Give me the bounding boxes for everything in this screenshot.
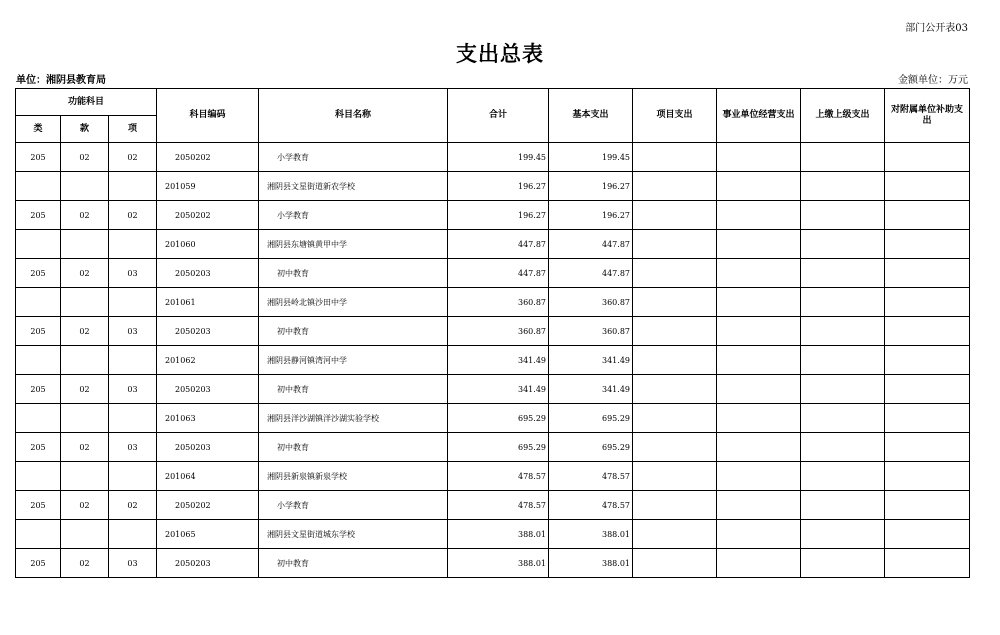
cell-lei: 205 — [16, 433, 61, 462]
cell-kuan — [61, 230, 109, 259]
header-lei: 类 — [16, 116, 61, 143]
cell-subject-code: 201064 — [157, 462, 259, 491]
cell-upper — [801, 201, 885, 230]
cell-subject-name: 初中教育 — [259, 549, 448, 578]
cell-xiang: 02 — [109, 491, 157, 520]
cell-xiang — [109, 520, 157, 549]
cell-subject-name: 初中教育 — [259, 317, 448, 346]
cell-subject-code: 201061 — [157, 288, 259, 317]
cell-business — [717, 433, 801, 462]
cell-subject-name: 小学教育 — [259, 491, 448, 520]
cell-subsidy — [885, 520, 970, 549]
cell-project — [633, 143, 717, 172]
cell-basic: 447.87 — [549, 230, 633, 259]
cell-subject-code: 2050203 — [157, 317, 259, 346]
cell-basic: 388.01 — [549, 520, 633, 549]
cell-total: 695.29 — [448, 433, 549, 462]
cell-subsidy — [885, 433, 970, 462]
cell-subsidy — [885, 462, 970, 491]
cell-xiang — [109, 404, 157, 433]
cell-lei — [16, 172, 61, 201]
table-row — [16, 143, 970, 172]
header-business: 事业单位经营支出 — [717, 89, 801, 143]
cell-upper — [801, 172, 885, 201]
unit-label: 单位：湘阴县教育局 — [16, 75, 106, 86]
header-xiang: 项 — [109, 116, 157, 143]
cell-basic: 360.87 — [549, 317, 633, 346]
cell-upper — [801, 230, 885, 259]
cell-upper — [801, 288, 885, 317]
cell-basic: 695.29 — [549, 433, 633, 462]
cell-subject-code: 201059 — [157, 172, 259, 201]
cell-subsidy — [885, 172, 970, 201]
table-row — [16, 172, 970, 201]
cell-subject-code: 2050203 — [157, 259, 259, 288]
cell-xiang: 03 — [109, 433, 157, 462]
cell-subsidy — [885, 288, 970, 317]
cell-business — [717, 259, 801, 288]
cell-project — [633, 462, 717, 491]
cell-business — [717, 317, 801, 346]
cell-total: 447.87 — [448, 230, 549, 259]
cell-kuan — [61, 172, 109, 201]
cell-lei — [16, 346, 61, 375]
cell-kuan — [61, 346, 109, 375]
cell-subsidy — [885, 201, 970, 230]
cell-xiang: 03 — [109, 317, 157, 346]
cell-kuan — [61, 288, 109, 317]
cell-business — [717, 462, 801, 491]
cell-subject-code: 2050203 — [157, 549, 259, 578]
table-row — [16, 404, 970, 433]
header-func-subject: 功能科目 — [16, 89, 157, 116]
cell-lei: 205 — [16, 375, 61, 404]
cell-subject-name: 初中教育 — [259, 375, 448, 404]
cell-business — [717, 404, 801, 433]
cell-business — [717, 172, 801, 201]
cell-kuan: 02 — [61, 259, 109, 288]
cell-total: 199.45 — [448, 143, 549, 172]
cell-project — [633, 259, 717, 288]
cell-total: 196.27 — [448, 172, 549, 201]
table-row — [16, 288, 970, 317]
header-subject-code: 科目编码 — [157, 89, 259, 143]
cell-subject-name: 湘阴县文星街道城东学校 — [259, 520, 448, 549]
cell-subsidy — [885, 317, 970, 346]
cell-subject-name: 小学教育 — [259, 143, 448, 172]
cell-total: 360.87 — [448, 288, 549, 317]
cell-upper — [801, 520, 885, 549]
cell-kuan — [61, 520, 109, 549]
cell-basic: 341.49 — [549, 346, 633, 375]
cell-subject-name: 湘阴县静河镇湾河中学 — [259, 346, 448, 375]
table-row — [16, 230, 970, 259]
cell-project — [633, 230, 717, 259]
header-subject-name: 科目名称 — [259, 89, 448, 143]
cell-subsidy — [885, 346, 970, 375]
cell-lei — [16, 462, 61, 491]
amount-unit-label: 金额单位：万元 — [898, 75, 968, 86]
cell-lei — [16, 288, 61, 317]
cell-upper — [801, 462, 885, 491]
cell-lei: 205 — [16, 549, 61, 578]
cell-business — [717, 549, 801, 578]
cell-subject-name: 小学教育 — [259, 201, 448, 230]
cell-project — [633, 375, 717, 404]
cell-lei: 205 — [16, 201, 61, 230]
cell-xiang: 02 — [109, 201, 157, 230]
header-project: 项目支出 — [633, 89, 717, 143]
cell-upper — [801, 491, 885, 520]
cell-subject-name: 初中教育 — [259, 259, 448, 288]
cell-project — [633, 520, 717, 549]
cell-total: 341.49 — [448, 375, 549, 404]
header-basic: 基本支出 — [549, 89, 633, 143]
cell-subsidy — [885, 143, 970, 172]
cell-subsidy — [885, 375, 970, 404]
cell-kuan: 02 — [61, 433, 109, 462]
cell-kuan — [61, 404, 109, 433]
cell-subsidy — [885, 549, 970, 578]
cell-kuan — [61, 462, 109, 491]
table-row — [16, 433, 970, 462]
cell-kuan: 02 — [61, 375, 109, 404]
cell-xiang — [109, 462, 157, 491]
cell-project — [633, 317, 717, 346]
cell-basic: 695.29 — [549, 404, 633, 433]
cell-lei — [16, 404, 61, 433]
cell-subject-code: 2050202 — [157, 201, 259, 230]
cell-basic: 196.27 — [549, 172, 633, 201]
table-row — [16, 549, 970, 578]
cell-project — [633, 201, 717, 230]
cell-upper — [801, 375, 885, 404]
cell-subject-code: 201060 — [157, 230, 259, 259]
cell-project — [633, 172, 717, 201]
cell-kuan: 02 — [61, 317, 109, 346]
cell-xiang: 02 — [109, 143, 157, 172]
table-row — [16, 346, 970, 375]
table-row — [16, 491, 970, 520]
cell-business — [717, 346, 801, 375]
cell-basic: 388.01 — [549, 549, 633, 578]
cell-total: 447.87 — [448, 259, 549, 288]
cell-subsidy — [885, 404, 970, 433]
cell-subsidy — [885, 491, 970, 520]
cell-upper — [801, 433, 885, 462]
header-subsidy: 对附属单位补助支出 — [885, 89, 970, 143]
cell-kuan: 02 — [61, 549, 109, 578]
cell-subject-code: 2050203 — [157, 433, 259, 462]
cell-lei — [16, 230, 61, 259]
cell-project — [633, 491, 717, 520]
cell-project — [633, 346, 717, 375]
cell-lei: 205 — [16, 491, 61, 520]
cell-basic: 478.57 — [549, 491, 633, 520]
cell-subject-code: 201065 — [157, 520, 259, 549]
cell-business — [717, 375, 801, 404]
cell-business — [717, 143, 801, 172]
cell-upper — [801, 346, 885, 375]
cell-xiang — [109, 172, 157, 201]
cell-total: 388.01 — [448, 549, 549, 578]
cell-subject-code: 2050202 — [157, 143, 259, 172]
cell-upper — [801, 549, 885, 578]
page-title: 支出总表 — [456, 42, 544, 66]
expenditure-table — [15, 88, 970, 578]
cell-upper — [801, 143, 885, 172]
cell-xiang — [109, 230, 157, 259]
cell-project — [633, 404, 717, 433]
cell-business — [717, 288, 801, 317]
cell-xiang: 03 — [109, 549, 157, 578]
cell-total: 695.29 — [448, 404, 549, 433]
cell-subject-code: 2050203 — [157, 375, 259, 404]
table-row — [16, 375, 970, 404]
cell-lei — [16, 520, 61, 549]
cell-subject-name: 湘阴县东塘镇黄甲中学 — [259, 230, 448, 259]
cell-lei: 205 — [16, 317, 61, 346]
cell-kuan: 02 — [61, 491, 109, 520]
cell-upper — [801, 317, 885, 346]
table-row — [16, 520, 970, 549]
cell-business — [717, 491, 801, 520]
table-row — [16, 317, 970, 346]
cell-subject-name: 初中教育 — [259, 433, 448, 462]
form-number: 部门公开表03 — [905, 23, 968, 34]
cell-kuan: 02 — [61, 201, 109, 230]
table-row — [16, 259, 970, 288]
cell-business — [717, 201, 801, 230]
cell-subject-name: 湘阴县新泉镇新泉学校 — [259, 462, 448, 491]
header-upper: 上缴上级支出 — [801, 89, 885, 143]
cell-basic: 199.45 — [549, 143, 633, 172]
cell-total: 341.49 — [448, 346, 549, 375]
cell-basic: 447.87 — [549, 259, 633, 288]
cell-basic: 360.87 — [549, 288, 633, 317]
cell-xiang: 03 — [109, 375, 157, 404]
cell-lei: 205 — [16, 143, 61, 172]
cell-project — [633, 433, 717, 462]
header-total: 合计 — [448, 89, 549, 143]
cell-total: 196.27 — [448, 201, 549, 230]
cell-subject-code: 2050202 — [157, 491, 259, 520]
cell-total: 478.57 — [448, 491, 549, 520]
cell-xiang — [109, 288, 157, 317]
cell-project — [633, 549, 717, 578]
cell-basic: 196.27 — [549, 201, 633, 230]
cell-total: 388.01 — [448, 520, 549, 549]
cell-subject-name: 湘阴县岭北镇沙田中学 — [259, 288, 448, 317]
cell-total: 360.87 — [448, 317, 549, 346]
table-row — [16, 462, 970, 491]
cell-project — [633, 288, 717, 317]
cell-upper — [801, 259, 885, 288]
cell-business — [717, 230, 801, 259]
cell-kuan: 02 — [61, 143, 109, 172]
cell-xiang — [109, 346, 157, 375]
table-row — [16, 201, 970, 230]
cell-subject-code: 201063 — [157, 404, 259, 433]
cell-subject-name: 湘阴县文星街道新农学校 — [259, 172, 448, 201]
cell-lei: 205 — [16, 259, 61, 288]
cell-total: 478.57 — [448, 462, 549, 491]
header-kuan: 款 — [61, 116, 109, 143]
cell-basic: 341.49 — [549, 375, 633, 404]
cell-basic: 478.57 — [549, 462, 633, 491]
cell-business — [717, 520, 801, 549]
cell-subsidy — [885, 230, 970, 259]
cell-subsidy — [885, 259, 970, 288]
cell-upper — [801, 404, 885, 433]
cell-xiang: 03 — [109, 259, 157, 288]
cell-subject-name: 湘阴县洋沙湖镇洋沙湖实验学校 — [259, 404, 448, 433]
cell-subject-code: 201062 — [157, 346, 259, 375]
